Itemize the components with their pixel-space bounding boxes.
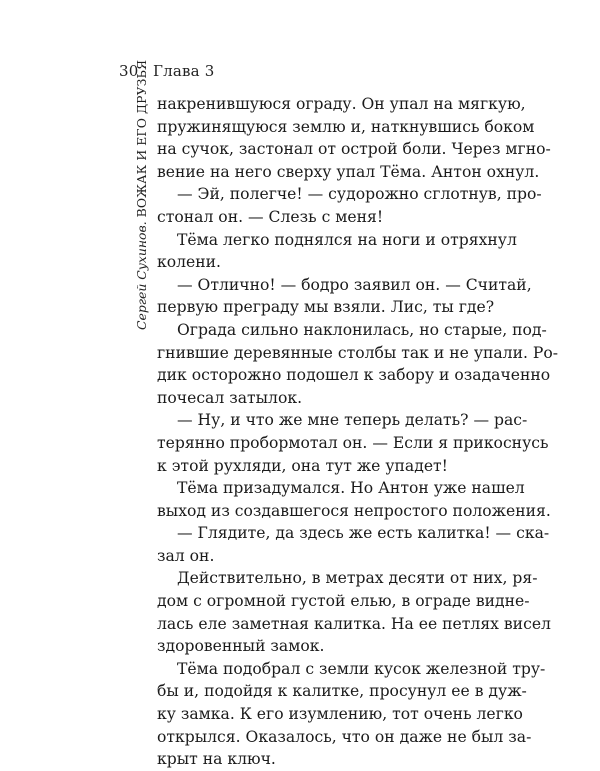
page-number: 30 (119, 62, 139, 80)
text-line: бы и, подойдя к калитке, просунул ее в дуж- (157, 682, 527, 701)
body-text (157, 93, 559, 771)
text-line: Ограда сильно наклонилась, но старые, под- (177, 320, 547, 339)
text-line: Тёма призадумался. Но Антон уже нашел (177, 479, 525, 498)
running-title-author: Сергей Сухинов. (134, 221, 149, 330)
running-title (134, 59, 149, 330)
text-line: почесал затылок. (157, 388, 303, 407)
text-line: зал он. (157, 546, 215, 565)
text-line: накренившуюся ограду. Он упал на мягкую, (157, 95, 526, 113)
text-line: — Эй, полегче! — судорожно сглотнув, про- (177, 185, 542, 204)
text-line: лась еле заметная калитка. На ее петлях висел (157, 614, 551, 633)
text-line: стонал он. — Слезь с меня! (157, 207, 384, 226)
text-line: — Отлично! — бодро заявил он. — Считай, (177, 275, 532, 294)
chapter-title: Глава 3 (153, 62, 215, 80)
text-line: здоровенный замок. (157, 637, 325, 656)
text-line: гнившие деревянные столбы так и не упали. Ро- (157, 343, 559, 362)
text-line: ку замка. К его изумлению, тот очень легко (157, 705, 523, 724)
text-line: Действительно, в метрах десяти от них, ря- (177, 569, 538, 588)
text-line: на сучок, застонал от острой боли. Через мгно- (157, 140, 551, 159)
text-line: дик осторожно подошел к забору и озадаченно (157, 366, 551, 385)
text-line: — Глядите, да здесь же есть калитка! — ска- (177, 524, 550, 543)
text-line: пружинящуюся землю и, наткнувшись боком (157, 117, 535, 136)
text-line: дом с огромной густой елью, в ограде видне- (157, 592, 530, 611)
running-title-book: ВОЖАК И ЕГО ДРУЗЬЯ (134, 59, 149, 218)
text-line: открылся. Оказалось, что он даже не был за- (157, 727, 532, 746)
text-line: — Ну, и что же мне теперь делать? — рас- (177, 411, 528, 430)
text-line: к этой рухляди, она тут же упадет! (157, 456, 448, 475)
text-line: Тёма легко поднялся на ноги и отряхнул (177, 230, 517, 249)
text-line: Тёма подобрал с земли кусок железной тру- (177, 659, 546, 678)
text-line: терянно пробормотал он. — Если я прикоснусь (157, 433, 549, 452)
text-line: колени. (157, 253, 222, 272)
text-line: вение на него сверху упал Тёма. Антон охнул. (157, 162, 540, 181)
text-line: первую преграду мы взяли. Лис, ты где? (157, 298, 495, 317)
text-line: крыт на ключ. (157, 750, 276, 769)
text-line: выход из создавшегося непростого положения. (157, 501, 551, 520)
